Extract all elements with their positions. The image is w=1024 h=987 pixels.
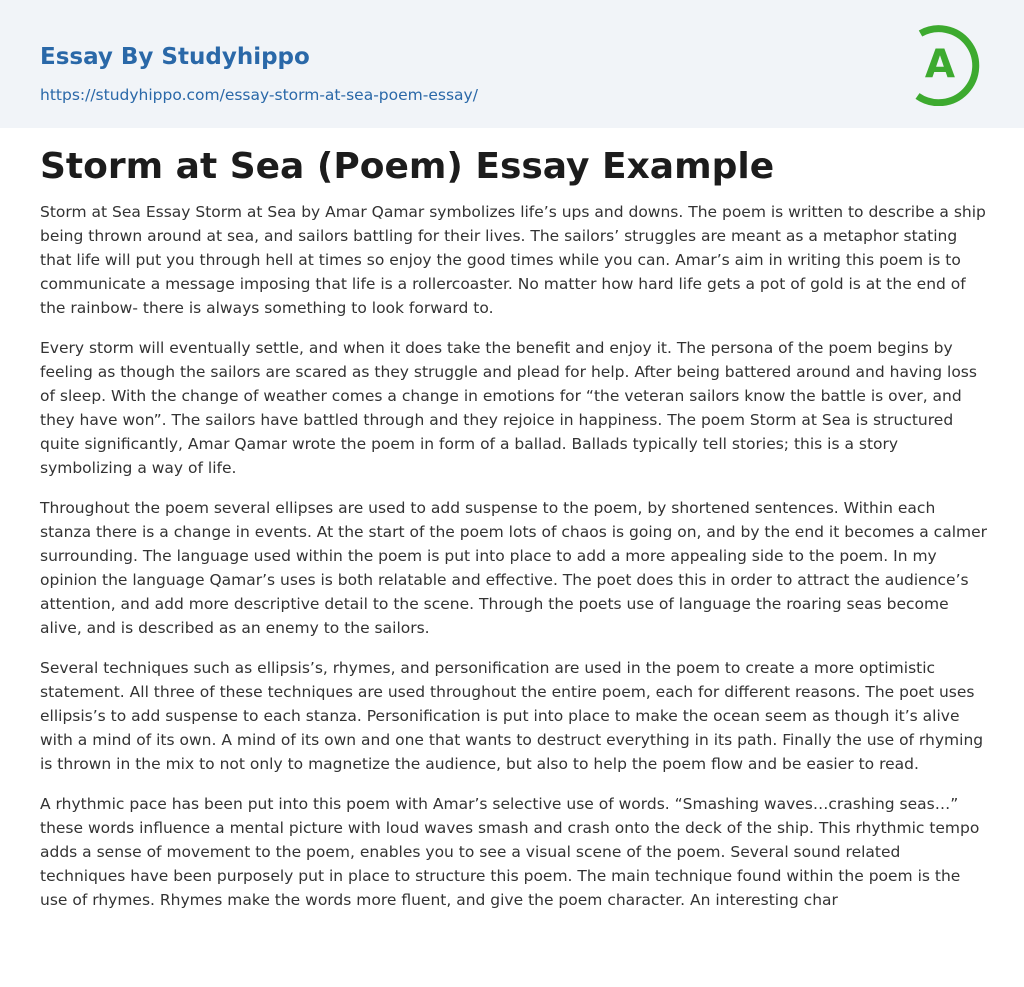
paragraph: A rhythmic pace has been put into this poem with Amar’s selective use of words. “Smashing waves…crashing seas…” these words influence a mental picture with loud waves smash and crash onto the deck of the ship. This rhythmic tempo adds a sense of movement to the poem, enables you to see a visual scene of the poem. Several sound related techniques have been purposely put in place to structure this poem. The main technique found within the poem is the use of rhymes. Rhymes make the words more fluent, and give the poem character. An interesting char	[40, 795, 980, 909]
logo-letter: A	[924, 42, 956, 87]
paragraph: Several techniques such as ellipsis’s, rhymes, and personification are used in the poem to create a more optimistic statement. All three of these techniques are used throughout the entire poem, each for different reasons. The poet uses ellipsis’s to add suspense to each stanza. Personification is put into place to make the ocean seem as though it’s alive with a mind of its own. A mind of its own and one that wants to destruct everything in its path. Finally the use of rhyming is thrown in the mix to not only to magnetize the audience, but also to help the poem flow and be easier to read.	[40, 659, 984, 773]
page-title: Storm at Sea (Poem) Essay Example	[40, 146, 775, 187]
source-url-link[interactable]: https://studyhippo.com/essay-storm-at-sea-poem-essay/	[40, 86, 478, 104]
paragraph: Every storm will eventually settle, and when it does take the benefit and enjoy it. The persona of the poem begins by feeling as though the sailors are scared as they struggle and plead for help. After being battered around and having loss of sleep. With the change of weather comes a change in emotions for “the veteran sailors know the battle is over, and they have won”. The sailors have battled through and they rejoice in happiness. The poem Storm at Sea is structured quite significantly, Amar Qamar wrote the poem in form of a ballad. Ballads typically tell stories; this is a story symbolizing a way of life.	[40, 339, 977, 477]
article	[40, 142, 988, 928]
logo-svg	[904, 18, 988, 106]
brand-title[interactable]: Essay By Studyhippo	[40, 44, 310, 70]
site-header	[0, 0, 1024, 128]
paragraph: Throughout the poem several ellipses are used to add suspense to the poem, by shortened sentences. Within each stanza there is a change in events. At the start of the poem lots of chaos is going on, and by the end it becomes a calmer surrounding. The language used within the poem is put into place to add a more appealing side to the poem. In my opinion the language Qamar’s uses is both relatable and effective. The poet does this in order to attract the audience’s attention, and add more descriptive detail to the scene. Through the poets use of language the roaring seas become alive, and is described as an enemy to the sailors.	[40, 499, 988, 637]
logo-a-ring-icon[interactable]	[904, 18, 988, 106]
paragraph: Storm at Sea Essay Storm at Sea by Amar Qamar symbolizes life’s ups and downs. The poem is written to describe a ship being thrown around at sea, and sailors battling for their lives. The sailors’ struggles are meant as a metaphor stating that life will put you through hell at times so enjoy the good times while you can. Amar’s aim in writing this poem is to communicate a message imposing that life is a rollercoaster. No matter how hard life gets a pot of gold is at the end of the rainbow- there is always something to look forward to.	[40, 203, 986, 317]
